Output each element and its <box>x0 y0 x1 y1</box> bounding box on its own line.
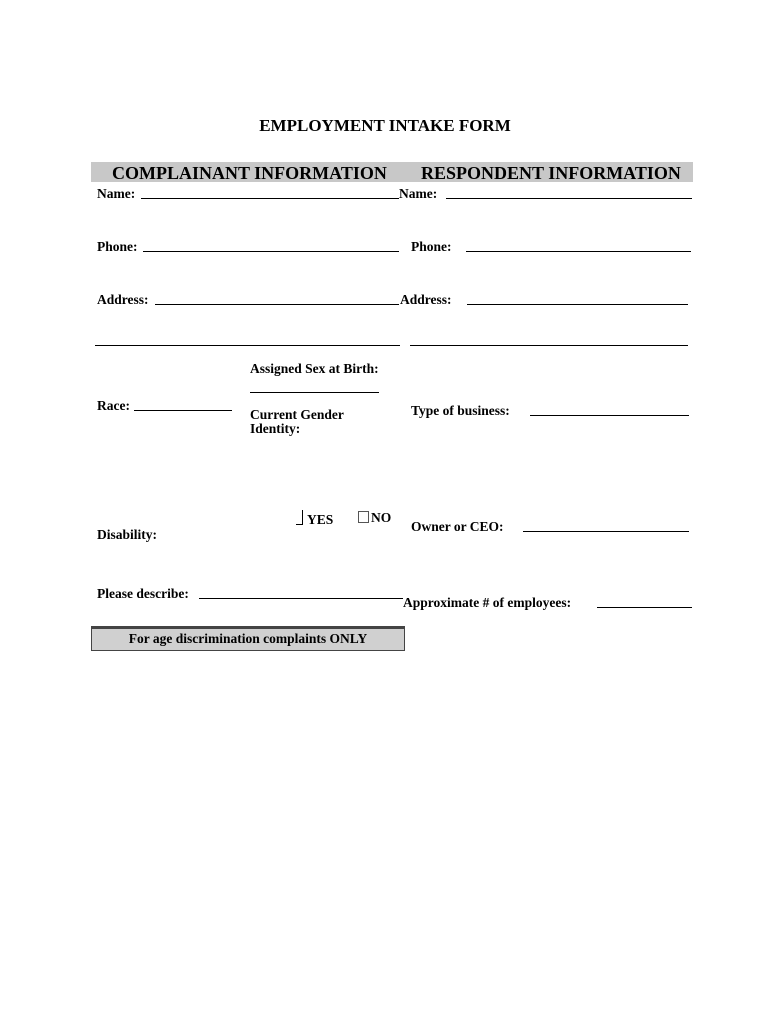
assigned-sex-label: Assigned Sex at Birth: <box>250 361 379 376</box>
age-discrimination-box <box>91 626 405 651</box>
form-title: EMPLOYMENT INTAKE FORM <box>259 116 511 135</box>
complainant-header: COMPLAINANT INFORMATION <box>112 163 387 183</box>
race-label: Race: <box>97 398 130 413</box>
respondent-address-label: Address: <box>400 292 452 307</box>
describe-label: Please describe: <box>97 586 189 601</box>
employees-field[interactable] <box>597 607 692 608</box>
no-label: NO <box>371 510 392 525</box>
check-icon <box>296 510 303 525</box>
disability-label: Disability: <box>97 527 158 542</box>
checkbox-icon <box>358 511 369 523</box>
race-field[interactable] <box>134 410 232 411</box>
respondent-address-field[interactable] <box>467 304 688 305</box>
describe-field[interactable] <box>199 598 403 599</box>
respondent-address-line-2[interactable] <box>410 345 688 346</box>
complainant-address-line-2[interactable] <box>95 345 400 346</box>
respondent-name-field[interactable] <box>446 198 692 199</box>
complainant-phone-field[interactable] <box>143 251 399 252</box>
respondent-phone-field[interactable] <box>466 251 691 252</box>
assigned-sex-field[interactable] <box>250 392 379 393</box>
complainant-name-label: Name: <box>97 186 136 201</box>
employees-label: Approximate # of employees: <box>403 595 572 610</box>
respondent-phone-label: Phone: <box>411 239 452 254</box>
complainant-name-field[interactable] <box>141 198 399 199</box>
gender-identity-label-1: Current Gender <box>250 407 344 422</box>
disability-yes-option[interactable] <box>296 510 333 528</box>
age-discrimination-label: For age discrimination complaints ONLY <box>128 631 368 646</box>
disability-no-option[interactable] <box>358 510 391 526</box>
business-type-label: Type of business: <box>411 403 510 418</box>
complainant-address-label: Address: <box>97 292 149 307</box>
owner-ceo-label: Owner or CEO: <box>411 519 504 534</box>
complainant-address-field[interactable] <box>155 304 399 305</box>
owner-ceo-field[interactable] <box>523 531 689 532</box>
complainant-phone-label: Phone: <box>97 239 138 254</box>
yes-label: YES <box>307 512 334 527</box>
gender-identity-label-2: Identity: <box>250 421 301 436</box>
respondent-header: RESPONDENT INFORMATION <box>421 163 681 183</box>
business-type-field[interactable] <box>530 415 689 416</box>
respondent-name-label: Name: <box>399 186 438 201</box>
